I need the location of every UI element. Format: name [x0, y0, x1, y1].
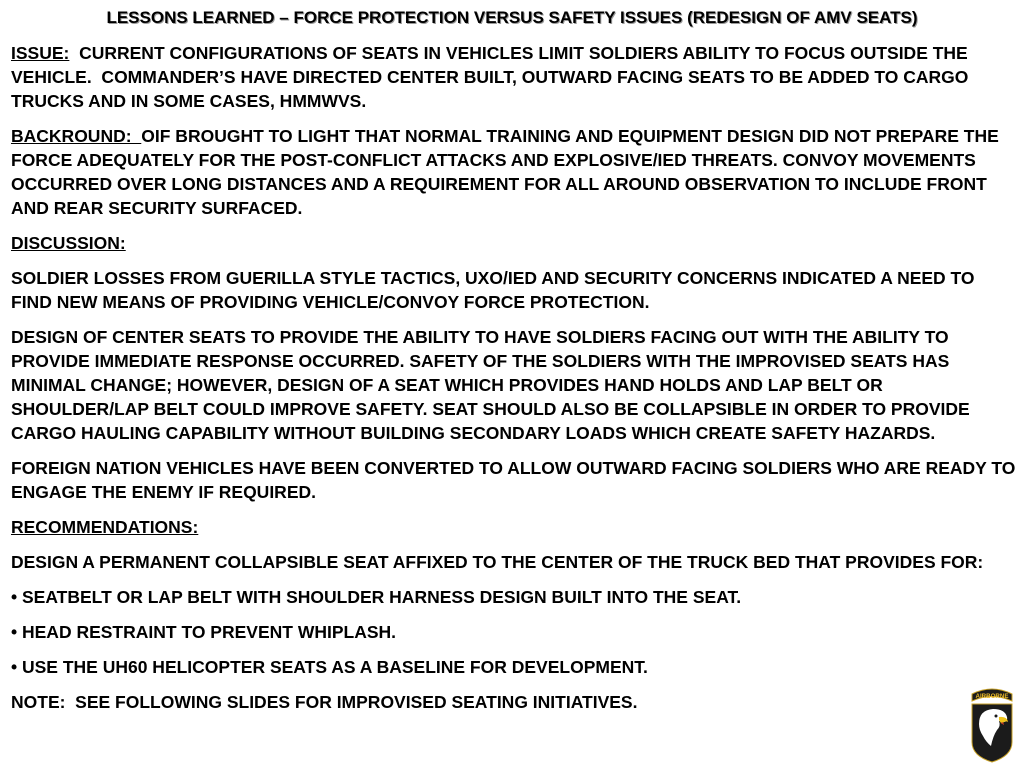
recommendation-bullet-1: • SEATBELT OR LAP BELT WITH SHOULDER HARNESS DESIGN BUILT INTO THE SEAT. [11, 585, 1017, 609]
background-paragraph [11, 124, 1017, 220]
discussion-label: DISCUSSION: [11, 233, 126, 253]
discussion-heading [11, 231, 1017, 255]
recommendations-intro: DESIGN A PERMANENT COLLAPSIBLE SEAT AFFIXED TO THE CENTER OF THE TRUCK BED THAT PROVIDES FOR: [11, 552, 984, 572]
airborne-eagle-patch-icon [969, 684, 1015, 764]
background-label: BACKROUND: [11, 126, 142, 146]
background-text: OIF BROUGHT TO LIGHT THAT NORMAL TRAINING AND EQUIPMENT DESIGN DID NOT PREPARE THE FORCE ADEQUATELY FOR THE POST-CONFLICT ATTACKS AND EXPLOSIVE/IED THREATS. CONVOY MOVEMENTS OCCURRED OVER LONG DISTANCES AND A REQUIREMENT FOR ALL AROUND OBSERVATION TO INCLUDE FRONT AND REAR SECURITY SURFACED. [11, 126, 999, 218]
issue-paragraph [11, 41, 1017, 113]
recommendation-bullet-3: • USE THE UH60 HELICOPTER SEATS AS A BASELINE FOR DEVELOPMENT. [11, 655, 1017, 679]
eagle-eye [995, 715, 998, 718]
slide-body [11, 41, 1017, 725]
discussion-paragraph-3: FOREIGN NATION VEHICLES HAVE BEEN CONVERTED TO ALLOW OUTWARD FACING SOLDIERS WHO ARE READY TO ENGAGE THE ENEMY IF REQUIRED. [11, 458, 1016, 502]
recommendation-bullet-2: • HEAD RESTRAINT TO PREVENT WHIPLASH. [11, 620, 1017, 644]
slide-title: LESSONS LEARNED – FORCE PROTECTION VERSUS SAFETY ISSUES (REDESIGN OF AMV SEATS) [106, 8, 918, 27]
recommendations-heading [11, 515, 1017, 539]
recommendations-label: RECOMMENDATIONS: [11, 517, 199, 537]
note-text: NOTE: SEE FOLLOWING SLIDES FOR IMPROVISED SEATING INITIATIVES. [11, 692, 638, 712]
discussion-paragraph-2: DESIGN OF CENTER SEATS TO PROVIDE THE ABILITY TO HAVE SOLDIERS FACING OUT WITH THE ABILITY TO PROVIDE IMMEDIATE RESPONSE OCCURRED. SAFETY OF THE SOLDIERS WITH THE IMPROVISED SEATS HAS MINIMAL CHANGE; HOWEVER, DESIGN OF A SEAT WHICH PROVIDES HAND HOLDS AND LAP BELT OR SHOULDER/LAP BELT COULD IMPROVE SAFETY. SEAT SHOULD ALSO BE COLLAPSIBLE IN ORDER TO PROVIDE CARGO HAULING CAPABILITY WITHOUT BUILDING SECONDARY LOADS WHICH CREATE SAFETY HAZARDS. [11, 327, 970, 443]
issue-label: ISSUE: [11, 43, 70, 63]
discussion-paragraph-1: SOLDIER LOSSES FROM GUERILLA STYLE TACTICS, UXO/IED AND SECURITY CONCERNS INDICATED A NEED TO FIND NEW MEANS OF PROVIDING VEHICLE/CONVOY FORCE PROTECTION. [11, 268, 975, 312]
issue-text: CURRENT CONFIGURATIONS OF SEATS IN VEHICLES LIMIT SOLDIERS ABILITY TO FOCUS OUTSIDE THE VEHICLE. COMMANDER’S HAVE DIRECTED CENTER BUILT, OUTWARD FACING SEATS TO BE ADDED TO CARGO TRUCKS AND IN SOME CASES, HMMWVS. [11, 43, 974, 111]
airborne-tab-text: AIRBORNE [975, 693, 1009, 700]
